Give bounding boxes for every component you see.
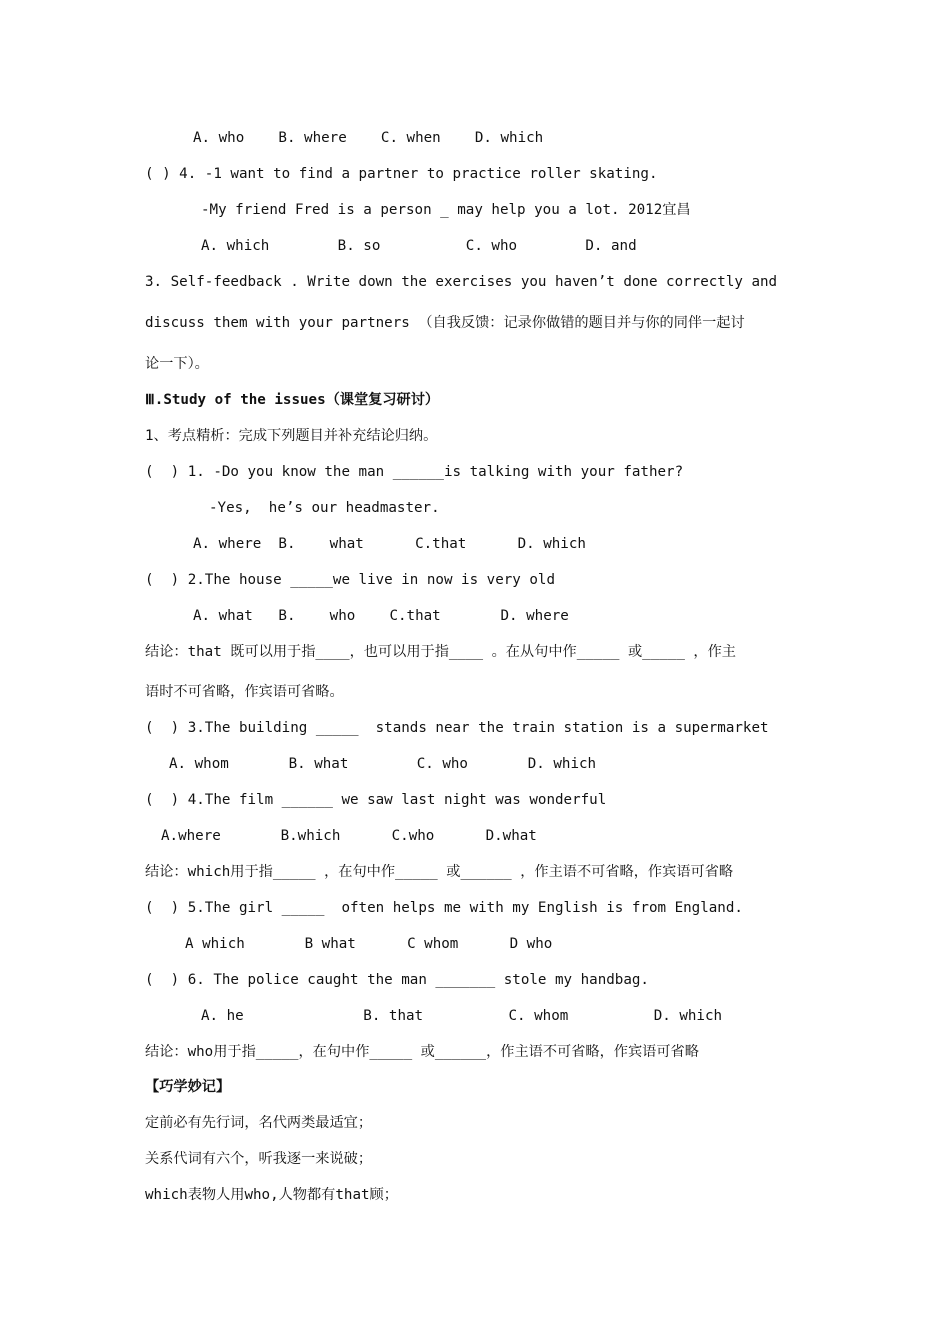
conclusion-who: 结论：who用于指_____，在句中作_____ 或______，作主语不可省略，作宾语可省略: [145, 1044, 699, 1060]
subsection-heading: 1、考点精析：完成下列题目并补充结论归纳。: [145, 428, 438, 444]
conclusion-that-2: 语时不可省略，作宾语可省略。: [145, 684, 344, 700]
exercise-3-question: ( ) 3.The building _____ stands near the train station is a supermarket: [145, 720, 769, 736]
exercise-3-options: A. whom B. what C. who D. which: [169, 756, 597, 772]
section-heading: Ⅲ.Study of the issues（课堂复习研讨）: [145, 392, 440, 408]
exercise-5-options: A which B what C whom D who: [185, 936, 553, 952]
exercise-4-options: A.where B.which C.who D.what: [161, 828, 537, 844]
memory-tip-heading: 【巧学妙记】: [145, 1079, 231, 1095]
q4-question: ( ) 4. -1 want to find a partner to practice roller skating.: [145, 166, 658, 182]
memory-tip-line-3: which表物人用who,人物都有that顾；: [145, 1187, 398, 1203]
conclusion-that-1: 结论：that 既可以用于指____，也可以用于指____ 。在从句中作_____ 或_____ ，作主: [145, 644, 736, 660]
exercise-6-question: ( ) 6. The police caught the man _______ stole my handbag.: [145, 972, 649, 988]
exercise-6-options: A. he B. that C. whom D. which: [201, 1008, 723, 1024]
self-feedback-line-2: discuss them with your partners （自我反馈：记录你做错的题目并与你的同伴一起讨: [145, 315, 745, 331]
q3-options: A. who B. where C. when D. which: [193, 130, 544, 146]
q4-dialogue: -My friend Fred is a person _ may help you a lot. 2012宜昌: [201, 202, 691, 218]
conclusion-which: 结论：which用于指_____ ，在句中作_____ 或______ ，作主语不可省略，作宾语可省略: [145, 864, 734, 880]
self-feedback-line-3: 论一下）。: [145, 356, 209, 372]
self-feedback-line-1: 3. Self-feedback . Write down the exercises you haven’t done correctly and: [145, 274, 778, 290]
q4-options: A. which B. so C. who D. and: [201, 238, 637, 254]
exercise-2-options: A. what B. who C.that D. where: [193, 608, 569, 624]
exercise-1-options: A. where B. what C.that D. which: [193, 536, 586, 552]
exercise-1-answer: -Yes, he’s our headmaster.: [209, 500, 440, 516]
memory-tip-line-1: 定前必有先行词，名代两类最适宜；: [145, 1115, 373, 1131]
exercise-1-question: ( ) 1. -Do you know the man ______is talking with your father?: [145, 464, 684, 480]
memory-tip-line-2: 关系代词有六个，听我逐一来说破；: [145, 1151, 373, 1167]
exercise-2-question: ( ) 2.The house _____we live in now is very old: [145, 572, 555, 588]
exercise-4-question: ( ) 4.The film ______ we saw last night was wonderful: [145, 792, 607, 808]
exercise-5-question: ( ) 5.The girl _____ often helps me with my English is from England.: [145, 900, 743, 916]
